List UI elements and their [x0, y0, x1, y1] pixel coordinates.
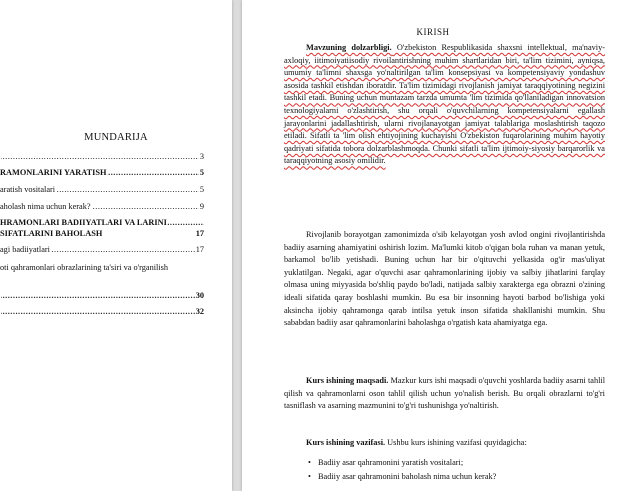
toc-entry-page: 9 [199, 202, 204, 211]
task-list [284, 456, 605, 484]
toc-entry-text: agi badiiyatlari [0, 245, 50, 254]
toc-title: MUNDARIJA [84, 132, 148, 143]
paragraph-body: Rivojlanib borayotgan zamonimizda o'sib kelayotgan yosh avlod ongini rivojlantirishda badiiy asarning ahamiyatini oshirish lozim. Ma'lumki kitob o'qigan bola ruhan va manan yetuk, barkamol bo'lib yetishadi. Buning uchun har bir o'qituvchi yelkasida og'ir mas'uliyat yuklatilgan. Negaki, agar o'quvchi asar qahramonlarining ijobiy va salbiy jihatlarini farqlay olmasa uning miyyasida bo'shliq paydo bo'ladi, natijada salbiy xarakterga ega obrazni o'zining ideali sifatida qaray boshlashi mumkin. Bu esa bir insonning hayoti barbod bo'lishiga yoki aksincha ijobiy qahramonga qarab intilsa yetuk inson sifatida shakllanishi mumkin. Shu sababdan badiiy asar qahramonlarini baholashga o'rgatish kata ahamiyatga ega. [284, 230, 605, 328]
toc-entry-page: 17 [195, 229, 204, 238]
toc-entry-page: ..... 32 [195, 307, 204, 316]
list-item: • Badiiy asar qahramonini baholash nima uchun kerak? [284, 470, 605, 484]
toc-entry-page: ..... 3 [199, 152, 204, 161]
toc-entry[interactable] [0, 167, 204, 178]
toc-entry-page: 5 [199, 168, 204, 177]
paragraph-lead: Kurs ishining vazifasi. [306, 438, 386, 447]
paragraph-body: Mazkur kurs ishi maqsadi o'quvchi yoshlarda badiiy asarni tahlil qilish va qahramonlarni oson tahlil qilish uchun yo'nalish berish. Bu orqali obrazlarni to'g'ri tasniflash va asarning mazmunini to'g'ri tushunishga yo'naltirish. [284, 376, 606, 411]
toc-entry[interactable] [0, 262, 204, 273]
toc-entry-text [0, 152, 1, 161]
left-page [0, 0, 232, 491]
toc-entry[interactable] [0, 244, 204, 255]
toc-entry[interactable] [0, 201, 204, 212]
paragraph-relevance [284, 42, 605, 168]
toc-entry-text: oti qahramonlari obrazlarining ta'siri va o'rganilish [0, 263, 169, 272]
toc-entry-text [0, 307, 1, 316]
toc-entry-text: aratish vositalari [0, 185, 56, 194]
right-page [242, 0, 624, 491]
paragraph-goal [284, 375, 605, 413]
paragraph-lead: Mavzuning dolzarbligi. [306, 43, 392, 52]
toc-entry-text: HRAMONLARI BADIIYATLARI VA LARINI SIFATLARINI BAHOLASH [0, 218, 167, 238]
toc-entry-page: 17 [195, 245, 204, 254]
paragraph-body: Ushbu kurs ishining vazifasi quyidagicha: [385, 438, 527, 447]
paragraph-body: O'zbekiston Respublikasida shaxsni intellektual, ma'naviy-axloqiy, iitimoiyatiisodiy rivoilantirishning muhim shartlaridan biri, ta'lim tizimini, ayniqsa, umumiy ta'limni shaxsga yo'naltirilgan ta'lim konsepsiyasi va kompetensiyaviy yondashuv asosida tashkil etishdan iboratdir. Ta'lim tizimidagi rivojlanish jamiyat taraqqiyotining negizini tashkil etadi. Buning uchun muntazam tarzda umumta 'lim tizimida qo'llaniladigan innovatsion texnologiyalarni o'zlashtirish, shu orqali o'quvchilarning kompetensiyalarni egallash jarayonlarini jadallashtirish, ularni rivojlanayotgan jamiyat talablariga moslashtirish taqozo etiladi. Sifatli ta 'lim olish ehtiyojining kuchayishi O'zbekiston fuqarolarining muhim hayotiy qadriyati sifatida tobora dolzarblashmoqda. Chunki sifatli ta'lim ijtimoiy-siyosiy barqarorlik va taraqqiyotning asosiy omilidir. [284, 43, 606, 166]
paragraph-tasks [284, 437, 605, 450]
toc-entry[interactable] [0, 151, 204, 162]
toc-entry-text [0, 291, 1, 300]
toc-entry-text: RAMONLARINI YARATISH [0, 168, 107, 177]
toc-entry-page: 5 [199, 185, 204, 194]
section-heading: KIRISH [416, 27, 450, 37]
toc-entry[interactable] [0, 217, 204, 241]
toc-entry[interactable] [0, 290, 204, 301]
paragraph-importance [284, 229, 605, 330]
list-item: • Badiiy asar qahramonini yaratish vositalari; [284, 456, 605, 470]
toc-entry[interactable] [0, 306, 204, 317]
toc-entry-page: ..... 30 [195, 291, 204, 300]
toc-entry[interactable] [0, 184, 204, 195]
paragraph-lead: Kurs ishining maqsadi. [306, 376, 389, 385]
toc-entry-text: aholash nima uchun kerak? [0, 202, 91, 211]
